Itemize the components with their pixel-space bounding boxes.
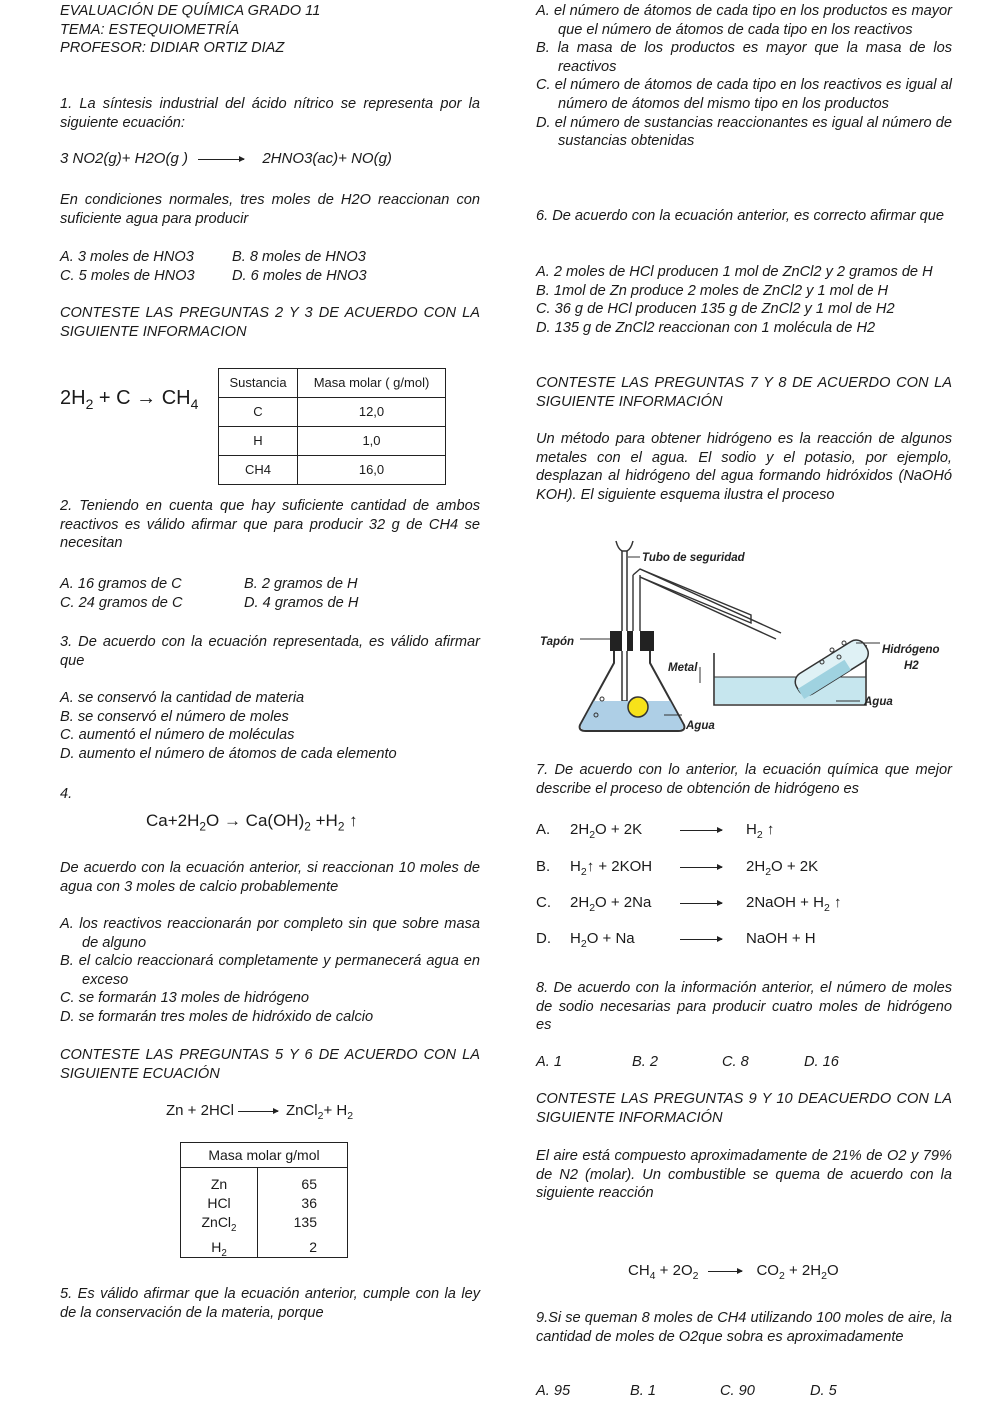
label-h2: H2 [904,660,919,672]
instruction-9-10: CONTESTE LAS PREGUNTAS 9 Y 10 DEACUERDO CON LA SIGUIENTE INFORMACIÓN [536,1091,952,1126]
table-row: C 12,0 [219,398,446,427]
trough-water [715,677,865,704]
reaction-arrow-icon [708,1271,742,1272]
option-b: B. 8 moles de HNO3 [232,249,366,265]
option-c: C. 8 [722,1054,749,1070]
label-stopper: Tapón [540,636,575,648]
option-c: C. 90 [720,1383,755,1399]
option-a: A. 16 gramos de C [60,576,182,592]
header-topic: TEMA: ESTEQUIOMETRÍA [60,21,240,38]
question-5-options [536,2,952,151]
header-teacher: PROFESOR: DIDIAR ORTIZ DIAZ [60,40,285,57]
equation-left: 3 NO2(g)+ H2O(g ) [60,150,188,167]
bubble-icon [842,641,846,645]
option-a: A. 95 [536,1383,571,1399]
hydrogen-apparatus-diagram [536,535,952,750]
option-d: D. el número de sustancias reaccionantes es igual al número de sustancias obtenidas [536,114,952,150]
option-b: B. se conservó el número de moles [60,708,289,725]
bubble-icon [830,648,834,652]
option-c: C. 24 gramos de C [60,594,183,611]
question-6-text: 6. De acuerdo con la ecuación anterior, es correcto afirmar que [536,208,945,224]
safety-tube [622,551,627,701]
option-c: C. aumentó el número de moléculas [60,727,295,744]
option-a: A. los reactivos reaccionarán por completo sin que sobre masa de alguno [60,916,480,951]
methane-equation: $2H_2 + C \to CH_4$ [60,387,199,412]
molar-mass-table-2: Masa molar g/mol Zn 65 HCl 36 ZnCl$_2$ 135 $H_2$ 2 [180,1142,348,1258]
question-4-equation: $Ca+2H_2O \to Ca(OH)_2 +H_2$ ↑ [146,811,358,834]
option-a: A. se conservó la cantidad de materia [60,690,305,706]
option-c: C. el número de átomos de cada tipo en los reactivos es igual al número de átomos del mismo tipo en los productos [536,77,952,112]
question-1-options [60,248,480,285]
question-8-options [536,1053,952,1072]
reaction-arrow-icon [680,939,722,940]
equation-right: 2HNO3(ac)+ NO(g) [262,150,392,167]
option-d: D. 5 [810,1383,837,1399]
combustion-equation: $CH_4 + 2O_2$ $CO_2 + 2H_2O$ [628,1262,839,1282]
option-a: A. el número de átomos de cada tipo en los productos es mayor que el número de átomos de cada tipo en los reactivos [536,3,952,38]
label-tube: Tubo de seguridad [642,552,745,564]
question-9-text: 9.Si se queman 8 moles de CH4 utilizando 100 moles de aire, la cantidad de moles de O2que sobra es aproximadamente [536,1310,952,1345]
question-2-text: 2. Teniendo en cuenta que hay suficiente cantidad de ambos reactivos es válido afirmar que para producir 32 g de CH4 se necesitan [60,498,480,552]
question-1-equation [60,150,480,169]
question-8-text: 8. De acuerdo con la información anterior, el número de moles de sodio necesarias para producir cuatro moles de hidrógeno es [536,980,952,1034]
option-d: D. 16 [804,1054,839,1070]
delivery-tube [633,569,751,635]
reaction-arrow-icon [680,830,722,831]
question-4-text: De acuerdo con la ecuación anterior, si reaccionan 10 moles de agua con 3 moles de calcio probablemente [60,860,480,895]
instruction-2-3: CONTESTE LAS PREGUNTAS 2 Y 3 DE ACUERDO CON LA SIGUIENTE INFORMACION [60,305,480,340]
question-4-number: 4. [60,786,73,802]
question-1-text-2: En condiciones normales, tres moles de H2O reaccionan con suficiente agua para producir [60,192,480,227]
label-water-trough: Agua [864,696,893,708]
option-a: A. 1 [536,1054,562,1070]
option-b: B. 1 [630,1383,656,1399]
option-d: D. se formarán tres moles de hidróxido de calcio [60,1008,374,1025]
tube-funnel [616,541,633,551]
question-4-options [60,915,480,1027]
info-9-10: El aire está compuesto aproximadamente de 21% de O2 y 79% de N2 (molar). Un combustible se quema de acuerdo con la siguiente reacción [536,1148,952,1202]
question-3-options [60,689,480,763]
option-a: A. 3 moles de HNO3 [60,249,194,265]
option-b: B. 1mol de Zn produce 2 moles de ZnCl2 y 1 mol de H [536,282,889,299]
option-d: D. aumento el número de átomos de cada elemento [60,745,397,762]
instruction-7-8: CONTESTE LAS PREGUNTAS 7 Y 8 DE ACUERDO CON LA SIGUIENTE INFORMACIÓN [536,375,952,410]
question-2-options [60,575,480,612]
table-row: CH4 16,0 [219,456,446,485]
option-c: C. 5 moles de HNO3 [60,267,195,284]
table-header-substance: Sustancia [219,369,298,398]
option-b: B. 2 [632,1054,658,1070]
metal-piece [628,697,648,717]
option-b: B. la masa de los productos es mayor que la masa de los reactivos [536,40,952,75]
info-7-8: Un método para obtener hidrógeno es la reacción de algunos metales con el agua. El sodio y el potasio, por ejemplo, desplazan al hidrógeno del agua formando hidróxidos (NaOHó KOH). El siguiente esquema ilustra el proceso [536,431,952,503]
question-1-text: 1. La síntesis industrial del ácido nítrico se representa por la siguiente ecuación: [60,96,480,131]
option-c: C. 36 g de HCl producen 135 g de ZnCl2 y 1 mol de H2 [536,301,895,318]
option-c: C. se formarán 13 moles de hidrógeno [60,990,310,1007]
reaction-arrow-icon [238,1111,278,1112]
bubble-icon [600,697,604,701]
exam-header [60,2,320,58]
table-header-molar-mass: Masa molar ( g/mol) [298,369,446,398]
question-6-options [536,263,952,337]
option-a: A. 2 moles de HCl producen 1 mol de ZnCl2 y 2 gramos de H [536,264,933,280]
zinc-equation: Zn + 2HCl ZnCl$_2$+ $H_2$ [166,1102,354,1122]
stopper [610,631,654,651]
option-d: D. 4 gramos de H [244,594,359,611]
option-b: B. 2 gramos de H [244,576,358,592]
reaction-arrow-icon [198,159,244,160]
reaction-arrow-icon [680,903,722,904]
molar-mass-table [218,368,446,485]
question-9-options [536,1382,952,1401]
question-5-text: 5. Es válido afirmar que la ecuación anterior, cumple con la ley de la conservación de la materia, porque [60,1286,480,1321]
label-water-flask: Agua [686,720,715,732]
question-7-text: 7. De acuerdo con lo anterior, la ecuación química que mejor describe el proceso de obtención de hidrógeno es [536,762,952,797]
option-b: B. el calcio reaccionará completamente y permanecerá agua en exceso [60,953,480,988]
table-2-header: Masa molar g/mol [181,1143,347,1168]
option-d: D. 6 moles de HNO3 [232,267,367,284]
table-row: H 1,0 [219,427,446,456]
header-title: EVALUACIÓN DE QUÍMICA GRADO 11 [60,3,321,19]
label-metal: Metal [668,662,698,674]
label-hydrogen: Hidrógeno [882,644,940,656]
reaction-arrow-icon [680,867,722,868]
instruction-5-6: CONTESTE LAS PREGUNTAS 5 Y 6 DE ACUERDO CON LA SIGUIENTE ECUACIÓN [60,1047,480,1082]
option-d: D. 135 g de ZnCl2 reaccionan con 1 molécula de H2 [536,319,876,336]
question-3-text: 3. De acuerdo con la ecuación representada, es válido afirmar que [60,634,480,669]
